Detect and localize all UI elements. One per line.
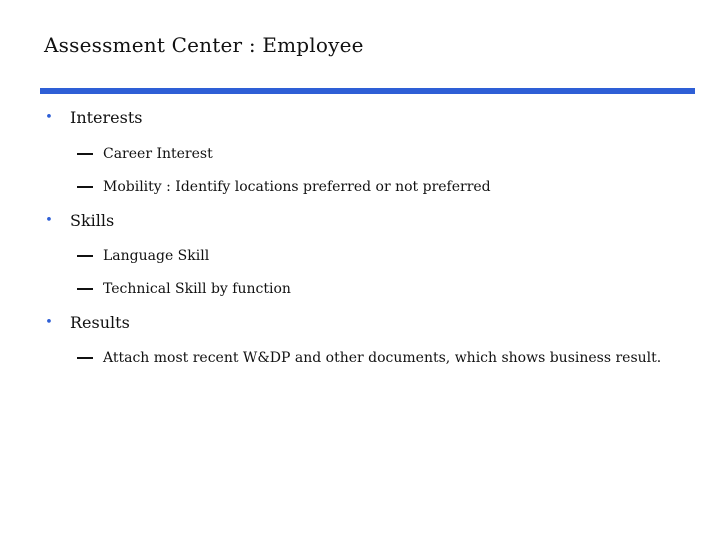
bullet-marker: •	[45, 110, 53, 125]
bullet-marker: •	[45, 213, 53, 228]
subitem-label: Attach most recent W&DP and other documents, which shows business result.	[103, 350, 662, 366]
dash-marker	[77, 357, 93, 359]
bullet-label: Interests	[70, 108, 143, 127]
slide-title: Assessment Center : Employee	[44, 33, 364, 57]
subitem-label: Technical Skill by function	[103, 281, 291, 297]
bullet-marker: •	[45, 315, 53, 330]
subitem-label: Language Skill	[103, 248, 210, 264]
dash-marker	[77, 255, 93, 257]
dash-marker	[77, 153, 93, 155]
dash-marker	[77, 186, 93, 188]
bullet-label: Skills	[70, 211, 115, 230]
subitem-label: Career Interest	[103, 146, 213, 162]
subitem-label: Mobility : Identify locations preferred or not preferred	[103, 179, 491, 195]
bullet-label: Results	[70, 313, 130, 332]
dash-marker	[77, 288, 93, 290]
